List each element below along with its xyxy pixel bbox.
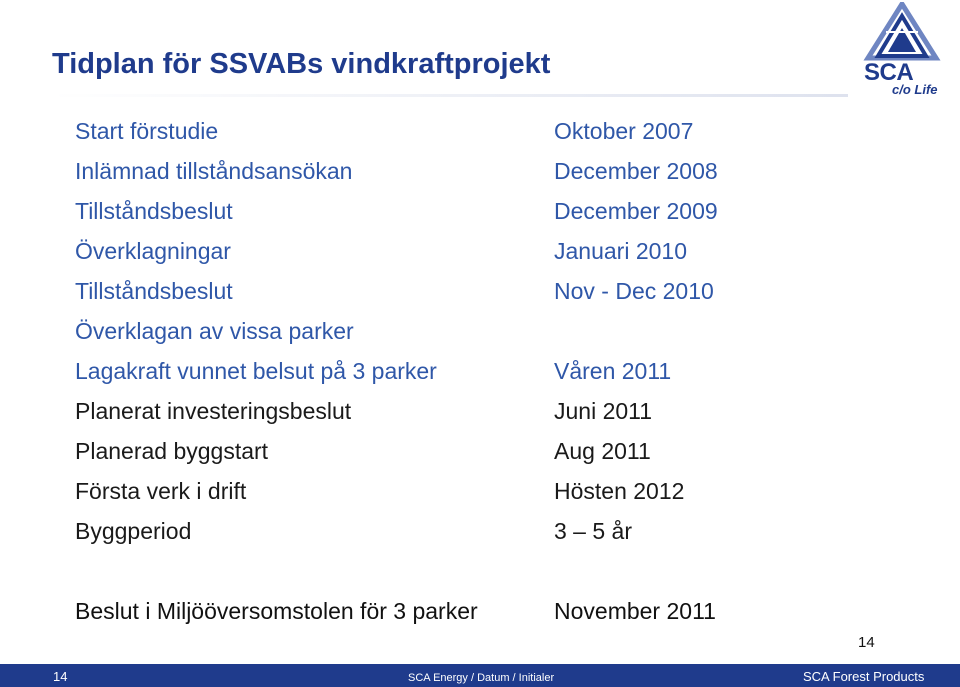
- schedule-row: [75, 398, 875, 428]
- schedule-row: [75, 478, 875, 508]
- milestone-date: Oktober 2007: [554, 118, 694, 144]
- schedule-row: [75, 358, 875, 388]
- milestone-date: December 2009: [554, 198, 718, 224]
- sca-logo: [862, 2, 942, 98]
- logo-brand: SCA: [864, 59, 914, 86]
- milestone-label: Överklagan av vissa parker: [75, 318, 354, 344]
- milestone-date: Juni 2011: [554, 398, 653, 424]
- page-number: 14: [858, 634, 875, 651]
- title-divider: [48, 94, 848, 97]
- milestone-label: Byggperiod: [75, 518, 192, 544]
- milestone-label: Första verk i drift: [75, 478, 247, 504]
- milestone-label: Start förstudie: [75, 118, 219, 144]
- milestone-date: Aug 2011: [554, 438, 651, 464]
- schedule-row: [75, 118, 875, 148]
- milestone-date: Nov - Dec 2010: [554, 278, 714, 304]
- milestone-label: Tillståndsbeslut: [75, 278, 233, 304]
- schedule-row: [75, 198, 875, 228]
- schedule-row: [75, 238, 875, 268]
- footer-page-number: 14: [53, 669, 68, 684]
- milestone-date: Hösten 2012: [554, 478, 685, 504]
- milestone-label: Överklagningar: [75, 238, 231, 264]
- milestone-label: Planerat investeringsbeslut: [75, 398, 352, 424]
- footer-company: SCA Forest Products: [803, 669, 925, 684]
- schedule-row: [75, 438, 875, 468]
- court-decision-row: [75, 598, 716, 625]
- footer-meta: SCA Energy / Datum / Initialer: [408, 672, 555, 684]
- decision-date: November 2011: [554, 598, 716, 624]
- sca-logo-icon: [862, 2, 942, 62]
- decision-label: Beslut i Miljööversomstolen för 3 parker: [75, 598, 478, 624]
- footer-bar: [0, 664, 960, 687]
- schedule-row: [75, 158, 875, 188]
- milestone-label: Tillståndsbeslut: [75, 198, 233, 224]
- milestone-date: 3 – 5 år: [554, 518, 632, 544]
- schedule-row: [75, 518, 875, 548]
- schedule-row: [75, 278, 875, 308]
- milestone-date: Januari 2010: [554, 238, 687, 264]
- milestone-label: Inlämnad tillståndsansökan: [75, 158, 353, 184]
- logo-tagline: c/o Life: [892, 82, 938, 97]
- milestone-label: Planerad byggstart: [75, 438, 269, 464]
- schedule-row: [75, 318, 875, 348]
- milestone-date: Våren 2011: [554, 358, 672, 384]
- slide-title: Tidplan för SSVABs vindkraftprojekt: [52, 48, 551, 80]
- milestone-date: December 2008: [554, 158, 718, 184]
- milestone-label: Lagakraft vunnet belsut på 3 parker: [75, 358, 437, 384]
